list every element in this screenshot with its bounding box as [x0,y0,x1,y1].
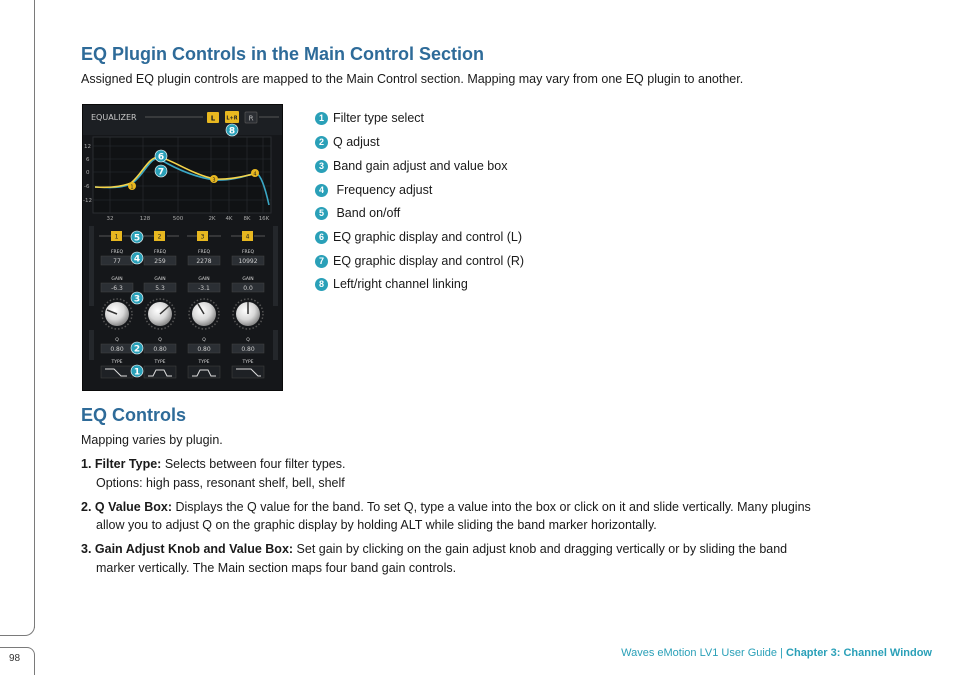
svg-text:R: R [248,114,254,123]
page-number: 98 [9,653,21,664]
svg-text:FREQ: FREQ [241,250,255,255]
svg-text:2278: 2278 [196,258,212,265]
svg-text:L: L [210,114,216,123]
section-intro: Assigned EQ plugin controls are mapped to the Main Control section. Mapping may vary from one EQ plugin to another. [81,72,744,86]
page-footer: Waves eMotion LV1 User Guide | Chapter 3: Channel Window [621,647,932,659]
svg-text:FREQ: FREQ [197,250,211,255]
svg-text:0.80: 0.80 [197,346,211,353]
svg-text:3: 3 [212,177,216,184]
channel-button-link[interactable] [225,111,239,123]
db-axis [83,144,92,204]
svg-text:4: 4 [245,233,250,241]
svg-text:4: 4 [253,171,257,178]
svg-text:1: 1 [130,184,134,191]
legend-item: 3 Band gain adjust and value box [315,157,507,175]
svg-text:2: 2 [133,344,141,355]
list-item-continuation: marker vertically. The Main section maps four band gain controls. [96,561,457,575]
svg-text:-3.1: -3.1 [198,285,210,292]
svg-text:6: 6 [86,157,90,163]
svg-text:Q: Q [115,338,119,343]
section-intro: Mapping varies by plugin. [81,433,223,447]
svg-text:2: 2 [157,233,162,241]
svg-text:259: 259 [154,258,166,265]
svg-text:8: 8 [228,126,236,137]
svg-text:128: 128 [139,216,151,222]
legend-item: 7 EQ graphic display and control (R) [315,252,524,270]
freq-axis [107,216,270,222]
svg-text:0.80: 0.80 [241,346,255,353]
svg-text:16K: 16K [258,216,270,222]
eq-plugin-screenshot [82,104,283,391]
svg-text:GAIN: GAIN [111,277,123,282]
list-item-continuation: allow you to adjust Q on the graphic display by holding ALT while sliding the band marker horizontally. [96,518,657,532]
svg-text:Q: Q [202,338,206,343]
svg-text:5.3: 5.3 [155,285,165,292]
svg-text:TYPE: TYPE [111,360,123,365]
list-item-gain: 3. Gain Adjust Knob and Value Box: Set gain by clicking on the gain adjust knob and dragging vertically or by sliding the band [81,542,788,556]
svg-text:0.0: 0.0 [243,285,253,292]
svg-text:Q: Q [158,338,162,343]
svg-text:2K: 2K [208,216,216,222]
band-2 [143,231,179,378]
svg-text:TYPE: TYPE [198,360,210,365]
svg-text:12: 12 [84,144,91,150]
svg-text:-12: -12 [83,198,92,204]
svg-text:77: 77 [113,258,121,265]
band-1 [99,231,135,378]
svg-text:6: 6 [157,152,165,163]
svg-text:TYPE: TYPE [242,360,254,365]
svg-text:1: 1 [133,367,141,378]
svg-text:Q: Q [246,338,250,343]
svg-text:500: 500 [172,216,184,222]
svg-text:FREQ: FREQ [110,250,124,255]
section-title: EQ Plugin Controls in the Main Control Section [81,44,484,64]
eq-plugin-graphic [83,105,283,391]
svg-text:0.80: 0.80 [153,346,167,353]
svg-text:-6: -6 [84,184,90,190]
legend-item: 1 Filter type select [315,109,424,127]
svg-text:-6.3: -6.3 [111,285,123,292]
channel-button-l[interactable] [207,112,219,123]
legend-item: 6 EQ graphic display and control (L) [315,228,522,246]
band-3 [187,231,221,378]
band-4 [231,231,265,378]
margin-curve [0,620,35,636]
svg-text:TYPE: TYPE [154,360,166,365]
list-item-q-value: 2. Q Value Box: Displays the Q value for the band. To set Q, type a value into the box or click on it and slide vertically. Many plugins [81,500,811,514]
svg-text:0.80: 0.80 [110,346,124,353]
margin-line [34,0,35,628]
legend-item: 8 Left/right channel linking [315,275,468,293]
list-item-filter-type: 1. Filter Type: Selects between four filter types. [81,457,346,471]
svg-text:0: 0 [86,170,90,176]
svg-text:GAIN: GAIN [242,277,254,282]
svg-text:7: 7 [157,167,165,178]
list-item-continuation: Options: high pass, resonant shelf, bell, shelf [96,476,345,490]
section-title: EQ Controls [81,405,187,425]
svg-text:GAIN: GAIN [154,277,166,282]
svg-text:L+R: L+R [226,115,238,122]
legend-item: 5 Band on/off [315,204,400,222]
svg-text:4K: 4K [225,216,233,222]
svg-text:5: 5 [133,233,141,244]
svg-text:1: 1 [114,233,119,241]
eq-graph[interactable] [93,137,271,213]
eq-title: EQUALIZER [91,113,137,122]
legend-item: 2 Q adjust [315,133,380,151]
channel-button-r[interactable] [245,112,257,123]
svg-text:3: 3 [133,294,141,305]
svg-text:3: 3 [200,233,205,241]
svg-text:32: 32 [106,216,114,222]
legend-item: 4 Frequency adjust [315,181,432,199]
svg-text:GAIN: GAIN [198,277,210,282]
svg-text:FREQ: FREQ [153,250,167,255]
svg-text:4: 4 [133,254,141,265]
svg-text:8K: 8K [243,216,251,222]
svg-text:10992: 10992 [238,258,258,265]
